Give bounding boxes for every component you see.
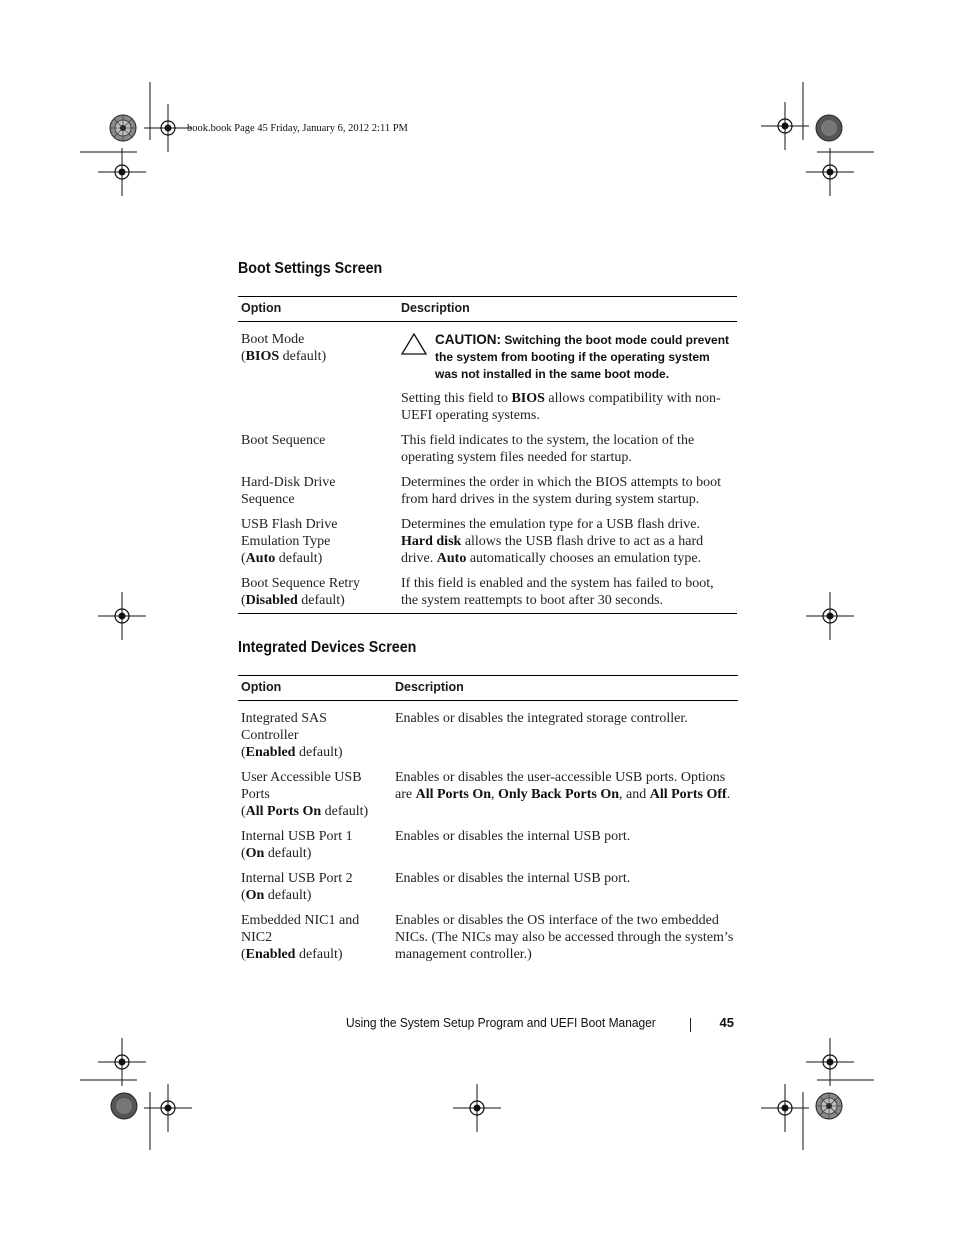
description-cell: CAUTION: Switching the boot mode could prevent the system from booting if the operating system was not installed in the same boot mode. Setting this field to BIOS allows compatibility with non-UEFI operating systems. [398, 322, 737, 433]
table-row [238, 516, 737, 575]
default-value: Enabled [245, 947, 296, 962]
footer-separator [690, 1018, 691, 1032]
default-value: On [245, 846, 265, 861]
option-cell: Internal USB Port 1 (On default) [241, 829, 353, 861]
table-row [238, 575, 737, 614]
default-value: BIOS [245, 349, 280, 364]
integrated-devices-table [238, 675, 738, 971]
option-cell: Boot Sequence [241, 433, 326, 448]
description-cell: This field indicates to the system, the location of the operating system files needed for startup. [401, 433, 695, 465]
table-row [238, 828, 738, 870]
table-row [238, 912, 738, 971]
column-header-description: Description [392, 676, 738, 701]
option-name: Boot Mode [241, 332, 305, 347]
default-value: Disabled [245, 593, 298, 608]
boot-settings-title: Boot Settings Screen [238, 260, 383, 277]
table-row [238, 701, 738, 770]
option-cell: Integrated SAS Controller (Enabled default) [241, 711, 343, 760]
caution-text: Switching the boot mode could prevent the system from booting if the operating system was not installed in the same boot mode. [435, 333, 730, 381]
option-cell: Boot Mode (BIOS default) [241, 332, 327, 364]
table-row [238, 432, 737, 474]
option-cell: User Accessible USB Ports (All Ports On default) [241, 770, 369, 819]
caution-note [401, 331, 734, 383]
print-header: book.book Page 45 Friday, January 6, 2012 2:11 PM [187, 123, 408, 134]
option-cell: USB Flash Drive Emulation Type (Auto default) [241, 517, 338, 566]
option-name: Internal USB Port 2 [241, 871, 353, 886]
default-value: Auto [245, 551, 276, 566]
option-cell: Internal USB Port 2 (On default) [241, 871, 353, 903]
table-header-row [238, 676, 738, 701]
table-row [238, 322, 737, 433]
option-name: USB Flash Drive Emulation Type [241, 517, 338, 549]
table-row [238, 769, 738, 828]
option-cell: Hard-Disk Drive Sequence [241, 475, 336, 507]
option-cell: Boot Sequence Retry (Disabled default) [238, 575, 398, 614]
page-number: 45 [719, 1015, 734, 1030]
default-value: All Ports On [245, 804, 322, 819]
caution-label: CAUTION: [435, 332, 501, 347]
option-name: User Accessible USB Ports [241, 770, 362, 802]
option-cell: Embedded NIC1 and NIC2 (Enabled default) [241, 913, 360, 962]
description-cell: If this field is enabled and the system has failed to boot, the system reattempts to boot after 30 seconds. [398, 575, 737, 614]
table-row [238, 474, 737, 516]
column-header-option: Option [238, 676, 392, 701]
description-cell: Determines the emulation type for a USB flash drive. Hard disk allows the USB flash drive to act as a hard drive. Auto automatically chooses an emulation type. [401, 517, 704, 566]
option-name: Internal USB Port 1 [241, 829, 353, 844]
boot-settings-table [238, 296, 737, 614]
description-cell: Determines the order in which the BIOS attempts to boot from hard drives in the system during system startup. [401, 475, 721, 507]
option-name: Embedded NIC1 and NIC2 [241, 913, 360, 945]
option-name: Boot Sequence Retry [241, 576, 360, 591]
footer-chapter-title: Using the System Setup Program and UEFI Boot Manager [346, 1015, 656, 1030]
column-header-option: Option [238, 297, 398, 322]
table-row [238, 870, 738, 912]
integrated-devices-title: Integrated Devices Screen [238, 639, 417, 656]
description-cell: Enables or disables the integrated storage controller. [395, 711, 688, 726]
caution-icon [401, 333, 427, 355]
column-header-description: Description [398, 297, 737, 322]
option-name: Integrated SAS Controller [241, 711, 327, 743]
default-value: Enabled [245, 745, 296, 760]
default-value: On [245, 888, 265, 903]
table-header-row [238, 297, 737, 322]
description-cell: Enables or disables the OS interface of the two embedded NICs. (The NICs may also be accessed through the system’s management controller.) [395, 913, 734, 962]
description-cell: Enables or disables the internal USB port. [395, 871, 631, 886]
description-cell: Enables or disables the internal USB port. [395, 829, 631, 844]
description-cell: Enables or disables the user-accessible USB ports. Options are All Ports On, Only Back Ports On, and All Ports Off. [395, 770, 731, 802]
